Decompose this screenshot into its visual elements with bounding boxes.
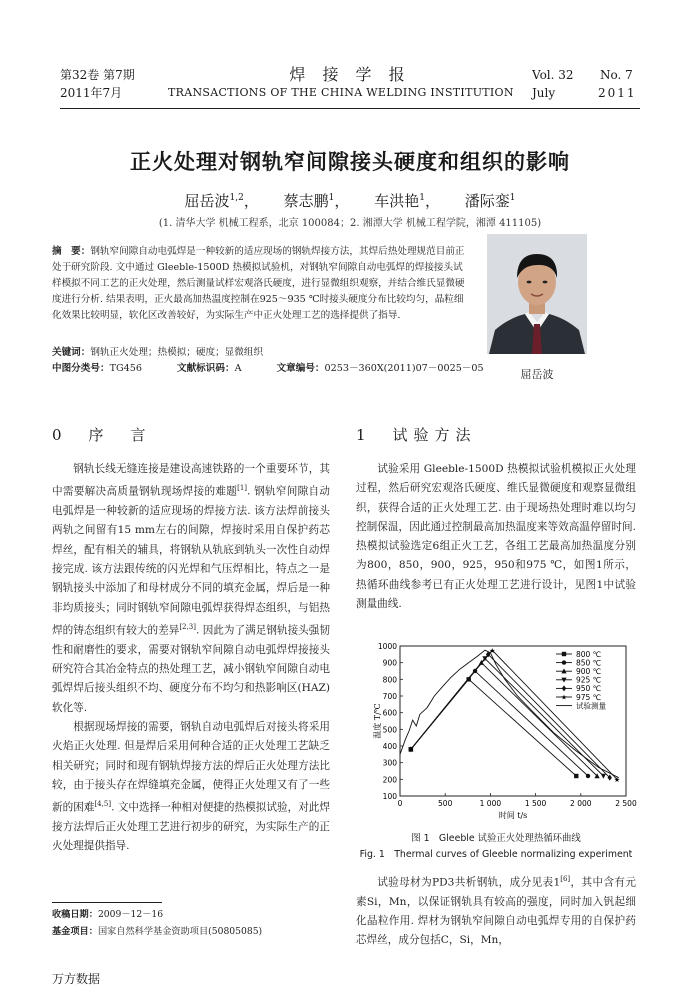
y-tick-label: 500 xyxy=(382,725,397,735)
intro-body xyxy=(52,460,330,857)
series-point: ★ xyxy=(407,745,414,754)
y-tick-label: 600 xyxy=(382,708,397,718)
legend-marker xyxy=(562,652,566,656)
footnote-rule xyxy=(52,902,162,903)
figure-caption-en: Fig. 1 Thermal curves of Gleeble normalizing experiment xyxy=(359,849,633,860)
header-date-cn: 2011年7月 xyxy=(60,86,123,100)
author-photo xyxy=(487,234,587,354)
affiliation: (1. 清华大学 机械工程系，北京 100084；2. 湘潭大学 机械工程学院，湘潭 411105) xyxy=(158,218,542,229)
series-point xyxy=(586,774,590,778)
series-line-850 xyxy=(411,671,588,776)
header-volume-cn: 第32卷 第7期 xyxy=(60,68,135,82)
footnote: 收稿日期：2009－12－16 基金项目：国家自然科学基金资助项目(50805085) xyxy=(52,909,263,937)
section-heading-method: 1 试验方法 xyxy=(356,426,477,444)
y-tick-label: 200 xyxy=(382,775,397,785)
abstract-label: 摘 要： xyxy=(52,246,91,257)
keywords: 关键词：钢轨正火处理；热模拟；硬度；显微组织 xyxy=(52,347,264,358)
paragraph: 试验采用 Gleeble-1500D 热模拟试验机模拟正火处理过程，然后研究宏观洛氏硬度、维氏显微硬度和观察显微组织，获得合适的正火处理工艺. 由于现场热处理时难以均匀控制保温，因此通过控制最高加热温度来等效高温停留时间. 热模拟试验选定6组正火工艺，各组工艺最高加热温度分别为800，850，900，925，950和975 ℃，如图1所示，热循环曲线参考已有正火处理工艺进行设计，见图1中试验测量曲线. xyxy=(356,463,636,611)
paragraph: 根据现场焊接的需要，钢轨自动电弧焊后对接头将采用火焰正火处理. 但是焊后采用何种合适的正火处理工艺缺乏相关研究；同时和现有钢轨焊接方法的焊后正火处理方法比较，由于接头存在焊缝填充金属，使得正火处理又有了一些新的困难[4,5]. 文中选择一种相对便捷的热模拟试验，对此焊接方法焊后正火处理工艺进行初步的研究，为实际生产的正火处理提供指导. xyxy=(52,720,331,853)
section-heading-intro: 0 序 言 xyxy=(52,426,152,444)
series-line-925 xyxy=(411,659,604,777)
series-point: ★ xyxy=(613,775,621,784)
photo-caption: 屈岳波 xyxy=(520,368,554,381)
author: 潘际銮$^1$ xyxy=(464,192,516,210)
x-tick-label: 1 500 xyxy=(524,799,547,808)
header-rule xyxy=(60,108,640,109)
header-journal-en: TRANSACTIONS OF THE CHINA WELDING INSTITUTION xyxy=(168,86,514,99)
y-tick-label: 100 xyxy=(382,792,397,801)
method-body-bottom xyxy=(356,870,636,951)
legend-label: 925 ℃ xyxy=(576,675,602,685)
author-list xyxy=(0,190,700,211)
article-title: 正火处理对钢轨窄间隙接头硬度和组织的影响 xyxy=(130,150,570,174)
header-journal-cn: 焊 接 学 报 xyxy=(289,65,411,84)
legend-label: 800 ℃ xyxy=(576,649,602,659)
legend-marker: ★ xyxy=(560,693,568,702)
y-tick-label: 400 xyxy=(382,742,397,751)
header-number-en: No. 7 xyxy=(600,68,633,82)
paragraph: 试验母材为PD3共析钢轨，成分见表1[6]，其中含有元素Si，Mn，以保证钢轨具有较高的强度，同时加入钒起细化晶粒作用. 焊材为钢轨窄间隙自动电弧焊专用的自保护药芯焊丝，成分包括C，Si，Mn， xyxy=(356,875,636,947)
legend-label: 950 ℃ xyxy=(576,684,602,694)
author: 车洪艳$^1$， xyxy=(374,192,440,210)
series-point: ★ xyxy=(489,646,496,655)
author: 蔡志鹏$^1$， xyxy=(283,192,350,210)
x-tick-label: 0 xyxy=(397,799,403,808)
abstract xyxy=(52,244,472,324)
legend-marker xyxy=(562,685,566,691)
paragraph: 钢轨长线无缝连接是建设高速铁路的一个重要环节，其中需要解决高质量钢轨现场焊接的难题[1]. 钢轨窄间隙自动电弧焊是一种较新的适应现场的焊接方法. 该方法焊前接头两轨之间留有15 mm左右的间隙，焊接时采用自保护药芯焊丝，配有相关的辅具，将钢轨从轨底到轨头一次性自动焊接完成. 该方法跟传统的闪光焊和气压焊相比，特点之一是钢轨接头中添加了和母材成分不同的填充金属，焊后是一种非均质接头；同时钢轨窄间隙电弧焊获得焊态组织，与铝热焊的铸态组织有较大的差异[2,3]. 因此为了满足钢轨接头强韧性和耐磨性的要求，需要对钢轨窄间隙自动电弧焊焊接接头研究符合其冶金特点的热处理工艺，减小钢轨窄间隙自动电弧焊焊后接头组织不均、硬度分布不均匀和热影响区(HAZ)软化等. xyxy=(52,463,331,714)
x-tick-label: 500 xyxy=(438,799,453,808)
abstract-text: 钢轨窄间隙自动电弧焊是一种较新的适应现场的钢轨焊接方法，其焊后热处理规范目前正处于研究阶段. 文中通过 Gleeble-1500D 热模拟试验机，对钢轨窄间隙自动电弧焊的焊接接头试样模拟不同工艺的正火处理，然后测量试样宏观洛氏硬度，进行显微组织观察，并结合维氏显微硬度进行分析. 结果表明，正火最高加热温度控制在925～935 ℃时接头硬度分布比较均匀，晶粒细化效果比较明显，软化区改善较好，为实际生产中正火处理工艺的选择提供了指导. xyxy=(52,246,465,321)
header-month-en: July xyxy=(532,86,556,100)
x-tick-label: 1 000 xyxy=(479,799,502,808)
y-tick-label: 1000 xyxy=(377,642,397,651)
figure-caption-cn: 图 1 Gleeble 试验正火处理热循环曲线 xyxy=(411,833,581,844)
y-tick-label: 900 xyxy=(382,658,397,668)
series-point xyxy=(601,774,606,779)
header-volume-en: Vol. 32 xyxy=(532,68,574,82)
author: 屈岳波$^{1,2}$， xyxy=(184,192,259,210)
legend-label: 975 ℃ xyxy=(576,692,602,702)
classification-line: 中图分类号：TG456 文献标识码：A 文章编号：0253－360X(2011)07－0025－05 xyxy=(52,363,484,374)
series-point xyxy=(574,774,578,778)
legend-label: 900 ℃ xyxy=(576,667,602,676)
x-tick-label: 2 000 xyxy=(570,799,592,808)
legend-label: 试验测量 xyxy=(576,701,606,711)
y-tick-label: 800 xyxy=(382,675,397,685)
watermark: 万方数据 xyxy=(52,972,101,986)
x-tick-label: 2 500 xyxy=(615,799,637,808)
method-body-top xyxy=(356,460,636,614)
y-axis-label: 温度 T/℃ xyxy=(373,703,382,739)
header-year-en: 2011 xyxy=(598,86,637,100)
y-tick-label: 300 xyxy=(382,758,397,768)
legend-marker xyxy=(562,660,566,664)
figure-1-chart xyxy=(372,640,637,820)
legend-label: 850 ℃ xyxy=(576,658,602,668)
y-tick-label: 700 xyxy=(382,692,397,701)
x-axis-label: 时间 t/s xyxy=(498,811,528,820)
